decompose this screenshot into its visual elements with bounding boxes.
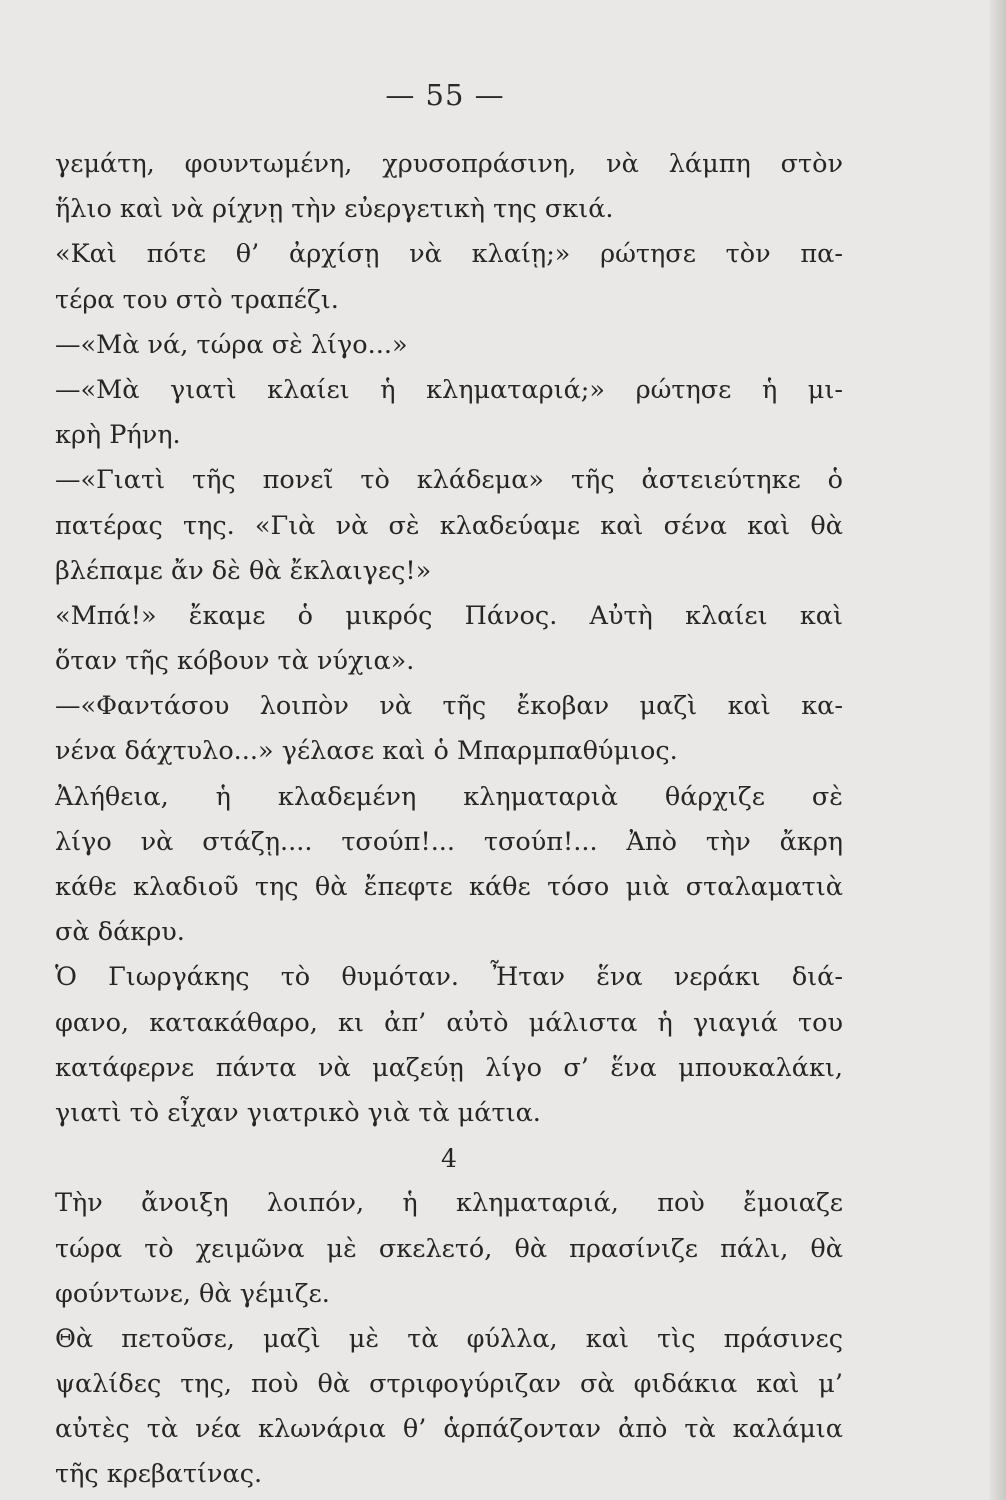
text-line: —«Μὰ νά, τώρα σὲ λίγο...»	[55, 329, 408, 360]
text-line: φανο, κατακάθαρο, κι ἀπ’ αὐτὸ μάλιστα ἡ γιαγιά του	[55, 1007, 843, 1038]
page-number: — 55 —	[385, 78, 505, 112]
text-line: τώρα τὸ χειμῶνα μὲ σκελετό, θὰ πρασίνιζε πάλι, θὰ	[55, 1233, 843, 1264]
text-line: Θὰ πετοῦσε, μαζὶ μὲ τὰ φύλλα, καὶ τὶς πράσινες	[55, 1323, 843, 1354]
text-line: νένα δάχτυλο...» γέλασε καὶ ὁ Μπαρμπαθύμιος.	[55, 736, 678, 767]
text-line: γιατὶ τὸ εἶχαν γιατρικὸ γιὰ τὰ μάτια.	[55, 1097, 541, 1128]
text-line: κρὴ Ρήνη.	[55, 420, 181, 451]
text-line: γεμάτη, φουντωμένη, χρυσοπράσινη, νὰ λάμπη στὸν	[55, 149, 843, 179]
text-line: Ἀλήθεια, ἡ κλαδεμένη κληματαριὰ θάρχιζε σὲ	[55, 781, 843, 812]
text-line: τῆς κρεβατίνας.	[55, 1459, 263, 1490]
text-line: βλέπαμε ἄν δὲ θὰ ἔκλαιγες!»	[55, 555, 432, 586]
text-line: κατάφερνε πάντα νὰ μαζεύῃ λίγο σ’ ἕνα μπουκαλάκι,	[55, 1052, 843, 1083]
text-line: Ὁ Γιωργάκης τὸ θυμόταν. Ἦταν ἕνα νεράκι διά-	[55, 962, 843, 993]
text-line: ὅταν τῆς κόβουν τὰ νύχια».	[55, 646, 415, 677]
text-line: —«Μὰ γιατὶ κλαίει ἡ κληματαριά;» ρώτησε ἡ μι-	[55, 374, 843, 405]
text-line: ψαλίδες της, ποὺ θὰ στριφογύριζαν σὰ φιδάκια καὶ μ’	[55, 1369, 843, 1400]
text-line: κάθε κλαδιοῦ της θὰ ἔπεφτε κάθε τόσο μιὰ σταλαματιὰ	[55, 872, 843, 902]
body-text	[55, 142, 843, 1498]
text-line: ἥλιο καὶ νὰ ρίχνῃ τὴν εὐεργετικὴ της σκιά.	[55, 194, 614, 225]
text-line: —«Γιατὶ τῆς πονεῖ τὸ κλάδεμα» τῆς ἀστειεύτηκε ὁ	[55, 465, 843, 496]
text-line: αὐτὲς τὰ νέα κλωνάρια θ’ ἁρπάζονταν ἀπὸ τὰ καλάμια	[55, 1414, 843, 1445]
text-line: λίγο νὰ στάζῃ.... τσούπ!... τσούπ!... Ἀπὸ τὴν ἄκρη	[55, 826, 843, 857]
text-line: φούντωνε, θὰ γέμιζε.	[55, 1278, 330, 1309]
text-line: πατέρας της. «Γιὰ νὰ σὲ κλαδεύαμε καὶ σένα καὶ θὰ	[55, 510, 843, 541]
text-line: «Μπά!» ἔκαμε ὁ μικρός Πάνος. Αὐτὴ κλαίει καὶ	[55, 600, 843, 631]
page-edge-shadow	[990, 0, 1006, 1500]
text-line: Τὴν ἄνοιξη λοιπόν, ἡ κληματαριά, ποὺ ἔμοιαζε	[55, 1188, 843, 1219]
text-line: τέρα του στὸ τραπέζι.	[55, 284, 339, 315]
text-line: σὰ δάκρυ.	[55, 917, 185, 948]
text-line: —«Φαντάσου λοιπὸν νὰ τῆς ἔκοβαν μαζὶ καὶ κα-	[55, 691, 843, 722]
text-line: «Καὶ πότε θ’ ἀρχίσῃ νὰ κλαίῃ;» ρώτησε τὸν πα-	[55, 239, 843, 270]
section-number: 4	[441, 1144, 457, 1174]
